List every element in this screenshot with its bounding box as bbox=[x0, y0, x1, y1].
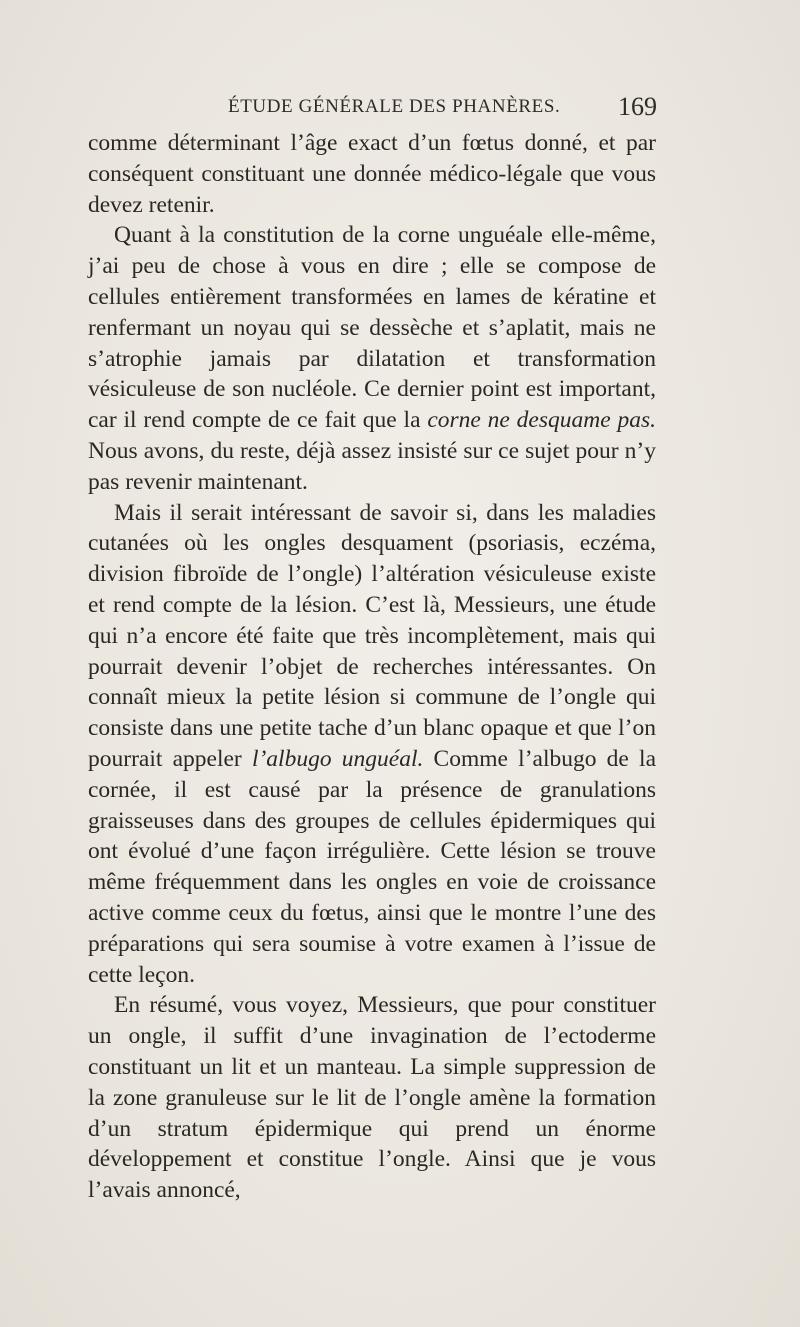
paragraph-2-text-a: Quant à la constitution de la corne unguéale elle-même, j’ai peu de chose à vous en dire ; elle se compose de cellules entièrement transformées en lames de kératine et renfermant un noyau qui se dessèche et s’aplatit, mais ne s’atrophie jamais par dilatation et transformation vésiculeuse de son nucléole. Ce dernier point est important, car il rend compte de ce fait que la bbox=[88, 222, 656, 434]
paragraph-4: En résumé, vous voyez, Messieurs, que pour constituer un ongle, il suffit d’une invagination de l’ectoderme constituant un lit et un manteau. La simple suppression de la zone granuleuse sur le lit de l’ongle amène la formation d’un stratum épidermique qui prend un énorme développement et constitue l’ongle. Ainsi que je vous l’avais annoncé, bbox=[88, 992, 656, 1204]
body-text bbox=[88, 128, 656, 1206]
paragraph-2 bbox=[88, 220, 656, 497]
paragraph-3-text-b: Comme l’albugo de la cornée, il est causé par la présence de granulations graisseuses dans des groupes de cellules épidermiques qui ont évolué d’une façon irrégulière. Cette lésion se trouve même fréquemment dans les ongles en voie de croissance active comme ceux du fœtus, ainsi que le montre l’une des préparations qui sera soumise à votre examen à l’issue de cette leçon. bbox=[88, 745, 657, 988]
paragraph-3-emphasis: l’albugo unguéal. bbox=[251, 745, 424, 772]
paragraph-1: comme déterminant l’âge exact d’un fœtus donné, et par conséquent constituant une donnée médico-légale que vous devez retenir. bbox=[88, 130, 656, 218]
paragraph-2-text-b: Nous avons, du reste, déjà assez insisté sur ce sujet pour n’y pas revenir maintenant. bbox=[88, 437, 656, 495]
paragraph-3-text-a: Mais il serait intéressant de savoir si, dans les maladies cutanées où les ongles desquament (psoriasis, eczéma, division fibroïde de l’ongle) l’altération vésiculeuse existe et rend compte de la lésion. C’est là, Messieurs, une étude qui n’a encore été faite que très incomplètement, mais qui pourrait devenir l’objet de recherches intéressantes. On connaît mieux la petite lésion si commune de l’ongle qui consiste dans une petite tache d’un blanc opaque et que l’on pourrait appeler bbox=[88, 499, 656, 772]
running-head-title: ÉTUDE GÉNÉRALE DES PHANÈRES. bbox=[228, 96, 561, 117]
running-head bbox=[0, 92, 800, 126]
paragraph-2-emphasis: corne ne desquame pas. bbox=[427, 407, 657, 434]
page-number: 169 bbox=[618, 92, 657, 121]
paragraph-3 bbox=[88, 498, 656, 991]
